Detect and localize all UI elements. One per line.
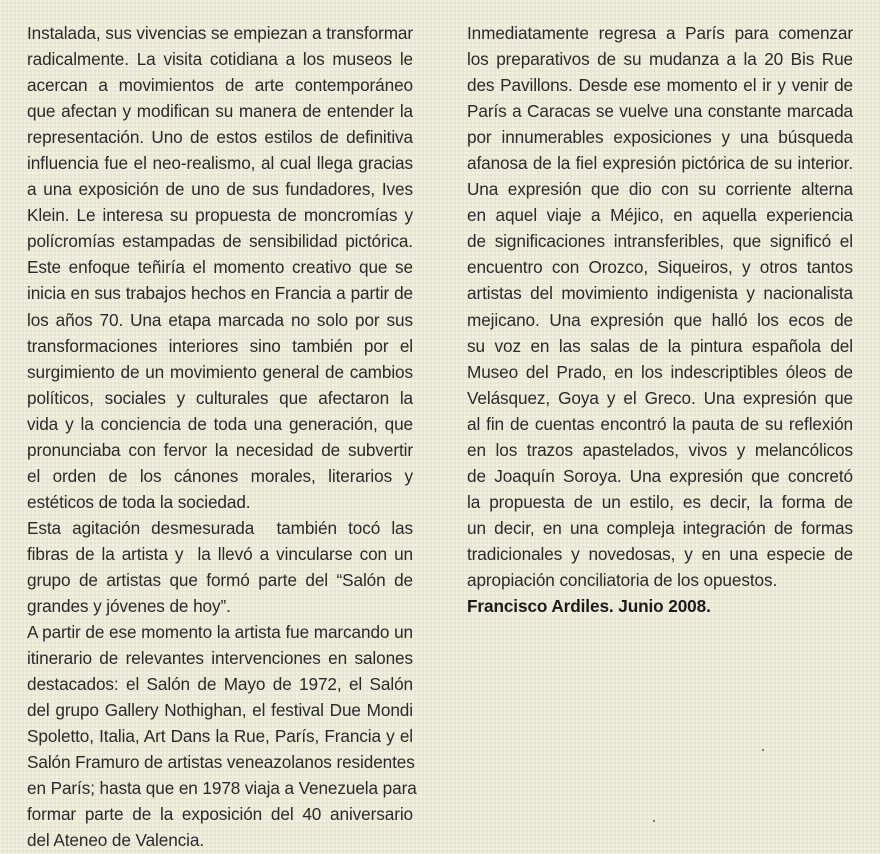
text-line: los preparativos de su mudanza a la 20 Bis Rue: [467, 49, 853, 70]
text-line: inicia en sus trabajos hechos en Francia a partir de: [27, 283, 413, 304]
text-line: representación. Uno de estos estilos de definitiva: [27, 127, 413, 148]
text-line: en aquel viaje a Méjico, en aquella experiencia: [467, 205, 853, 226]
text-line: políticos, sociales y culturales que afectaron la: [27, 387, 413, 408]
text-line: des Pavillons. Desde ese momento el ir y venir de: [467, 75, 853, 96]
text-line: Este enfoque teñiría el momento creativo que se: [27, 257, 413, 278]
text-line: grandes y jóvenes de hoy”.: [27, 596, 231, 617]
text-line: artistas del movimiento indigenista y nacionalista: [467, 283, 853, 304]
text-line: radicalmente. La visita cotidiana a los museos le: [27, 49, 413, 70]
text-line: encuentro con Orozco, Siqueiros, y otros tantos: [467, 257, 853, 278]
text-line: de Joaquín Soroya. Una expresión que concretó: [467, 465, 853, 486]
text-line: su voz en las salas de la pintura española del: [467, 335, 853, 356]
text-line: que afectan y modifican su manera de entender la: [27, 101, 413, 122]
text-line: acercan a movimientos de arte contemporáneo: [27, 75, 413, 96]
author-signature: Francisco Ardiles. Junio 2008.: [467, 596, 711, 617]
text-line: los años 70. Una etapa marcada no solo por sus: [27, 309, 413, 330]
paragraph: [27, 619, 417, 853]
left-column: [27, 20, 417, 854]
text-line: Salón Framuro de artistas veneazolanos residentes: [27, 752, 415, 773]
text-line: el orden de los cánones morales, literarios y: [27, 465, 413, 486]
text-line: grupo de artistas que formó parte del “Salón de: [27, 569, 413, 590]
text-line: de significaciones intransferibles, que significó el: [467, 231, 853, 252]
text-line: Inmediatamente regresa a París para comenzar: [467, 23, 853, 43]
text-line: transformaciones interiores sino también por el: [27, 335, 413, 356]
text-line: un decir, en una compleja integración de formas: [467, 517, 853, 538]
text-line: la propuesta de un estilo, es decir, la forma de: [467, 491, 853, 512]
text-line: en los trazos apastelados, vivos y melancólicos: [467, 439, 853, 460]
text-line: del Ateneo de Valencia.: [27, 830, 205, 851]
text-line: afanosa de la fiel expresión pictórica de su interior.: [467, 153, 853, 174]
paragraph: [27, 515, 413, 619]
paper-speck: [762, 749, 764, 751]
text-line: Spoletto, Italia, Art Dans la Rue, París, Francia y el: [27, 726, 413, 747]
text-line: a una exposición de uno de sus fundadores, Ives: [27, 179, 413, 200]
text-line: influencia fue el neo-realismo, al cual llega gracias: [27, 153, 413, 174]
text-line: destacados: el Salón de Mayo de 1972, el Salón: [27, 674, 413, 695]
text-line: París a Caracas se vuelve una constante marcada: [467, 101, 853, 122]
text-line: por innumerables exposiciones y una búsqueda: [467, 127, 853, 148]
right-column: [467, 20, 853, 619]
text-line: Museo del Prado, en los indescriptibles óleos de: [467, 361, 853, 382]
text-line: Instalada, sus vivencias se empiezan a transformar: [27, 23, 413, 43]
paragraph: [27, 20, 413, 515]
text-line: en París; hasta que en 1978 viaja a Venezuela para: [27, 778, 417, 799]
text-line: polícromías estampadas de sensibilidad pictórica.: [27, 231, 413, 252]
text-line: mejicano. Una expresión que halló los ecos de: [467, 309, 853, 330]
text-line: Una expresión que dio con su corriente alterna: [467, 179, 853, 200]
paragraph: [467, 20, 853, 593]
text-line: apropiación conciliatoria de los opuestos.: [467, 569, 778, 590]
text-line: Velásquez, Goya y el Greco. Una expresión que: [467, 387, 853, 408]
text-line: itinerario de relevantes intervenciones en salones: [27, 648, 413, 669]
text-line: del grupo Gallery Nothighan, el festival Due Mondi: [27, 700, 413, 721]
text-line: al fin de cuentas encontró la pauta de su reflexión: [467, 413, 853, 434]
text-line: tradicionales y novedosas, y en una especie de: [467, 543, 853, 564]
text-line: surgimiento de un movimiento general de cambios: [27, 361, 413, 382]
text-line: A partir de ese momento la artista fue marcando un: [27, 622, 413, 643]
text-line: Klein. Le interesa su propuesta de moncromías y: [27, 205, 413, 226]
text-line: formar parte de la exposición del 40 aniversario: [27, 804, 413, 825]
text-line: vida y la conciencia de toda una generación, que: [27, 413, 413, 434]
text-line: pronunciaba con fervor la necesidad de subvertir: [27, 439, 413, 460]
text-line: fibras de la artista y la llevó a vincularse con un: [27, 543, 413, 564]
text-line: Esta agitación desmesurada también tocó las: [27, 517, 413, 538]
paper-speck: [653, 820, 655, 822]
text-line: estéticos de toda la sociedad.: [27, 491, 251, 512]
